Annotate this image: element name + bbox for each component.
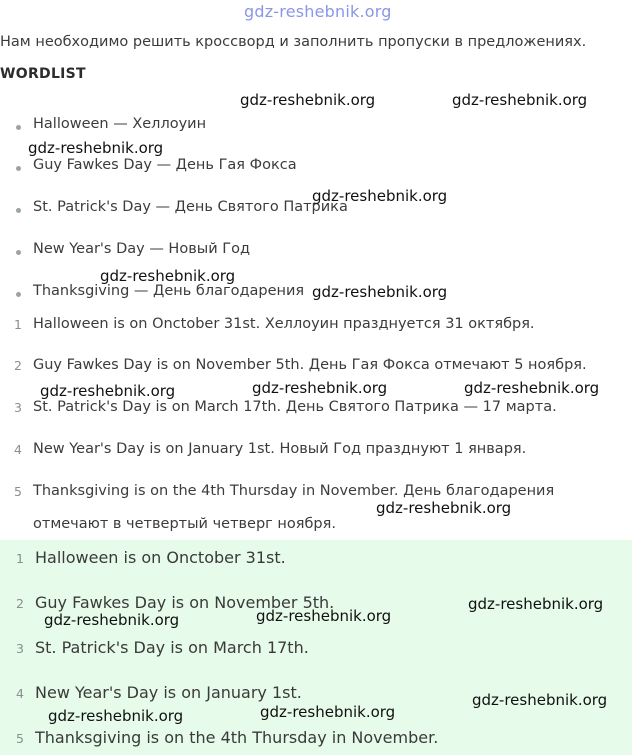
bullet-icon (16, 125, 21, 130)
answer-text: Halloween is on Onctober 31st. (35, 548, 286, 567)
watermark: gdz-reshebnik.org (312, 187, 448, 205)
watermark: gdz-reshebnik.org (252, 379, 388, 397)
sentence-text: New Year's Day is on January 1st. Новый Год празднуют 1 января. (33, 441, 527, 457)
answer-number: 2 (16, 596, 24, 611)
answer-text: New Year's Day is on January 1st. (35, 683, 302, 702)
watermark: gdz-reshebnik.org (240, 91, 376, 109)
watermark: gdz-reshebnik.org (100, 267, 236, 285)
watermark: gdz-reshebnik.org (464, 379, 600, 397)
sentence-number: 5 (14, 484, 22, 499)
watermark: gdz-reshebnik.org (256, 607, 392, 625)
answer-text: Guy Fawkes Day is on November 5th. (35, 593, 335, 612)
watermark: gdz-reshebnik.org (44, 611, 180, 629)
wordlist-item-text: Guy Fawkes Day — День Гая Фокса (33, 157, 297, 173)
answer-number: 4 (16, 686, 24, 701)
bullet-icon (16, 208, 21, 213)
answer-text: St. Patrick's Day is on March 17th. (35, 638, 309, 657)
answer-text: Thanksgiving is on the 4th Thursday in November. (35, 728, 439, 747)
sentence-number: 1 (14, 317, 22, 332)
answer-number: 1 (16, 551, 24, 566)
wordlist-item-text: St. Patrick's Day — День Святого Патрика (33, 199, 348, 215)
bullet-icon (16, 292, 21, 297)
watermark: gdz-reshebnik.org (28, 139, 164, 157)
wordlist-heading: WORDLIST (0, 66, 86, 82)
watermark: gdz-reshebnik.org (468, 595, 604, 613)
sentence-number: 2 (14, 358, 22, 373)
answer-number: 5 (16, 731, 24, 746)
wordlist-item-text: Halloween — Хеллоуин (33, 116, 207, 132)
watermark: gdz-reshebnik.org (472, 691, 608, 709)
watermark: gdz-reshebnik.org (452, 91, 588, 109)
sentence-text: Halloween is on Onctober 31st. Хеллоуин празднуется 31 октября. (33, 316, 535, 332)
sentence-number: 4 (14, 442, 22, 457)
sentence-text: Thanksgiving is on the 4th Thursday in November. День благодарения отмечают в четвертый четверг ноября. (33, 483, 555, 532)
bullet-icon (16, 166, 21, 171)
bullet-icon (16, 250, 21, 255)
sentence-number: 3 (14, 400, 22, 415)
intro-text: Нам необходимо решить кроссворд и заполнить пропуски в предложениях. (0, 34, 587, 50)
watermark: gdz-reshebnik.org (376, 499, 512, 517)
wordlist-item-text: New Year's Day — Новый Год (33, 241, 250, 257)
wordlist-item-text: Thanksgiving — День благодарения (33, 283, 305, 299)
answer-number: 3 (16, 641, 24, 656)
watermark: gdz-reshebnik.org (312, 283, 448, 301)
sentence-text: St. Patrick's Day is on March 17th. День Святого Патрика — 17 марта. (33, 399, 557, 415)
watermark: gdz-reshebnik.org (260, 703, 396, 721)
sentence-text: Guy Fawkes Day is on November 5th. День Гая Фокса отмечают 5 ноября. (33, 357, 587, 373)
watermark: gdz-reshebnik.org (48, 707, 184, 725)
watermark: gdz-reshebnik.org (40, 382, 176, 400)
header-watermark: gdz-reshebnik.org (244, 2, 392, 21)
